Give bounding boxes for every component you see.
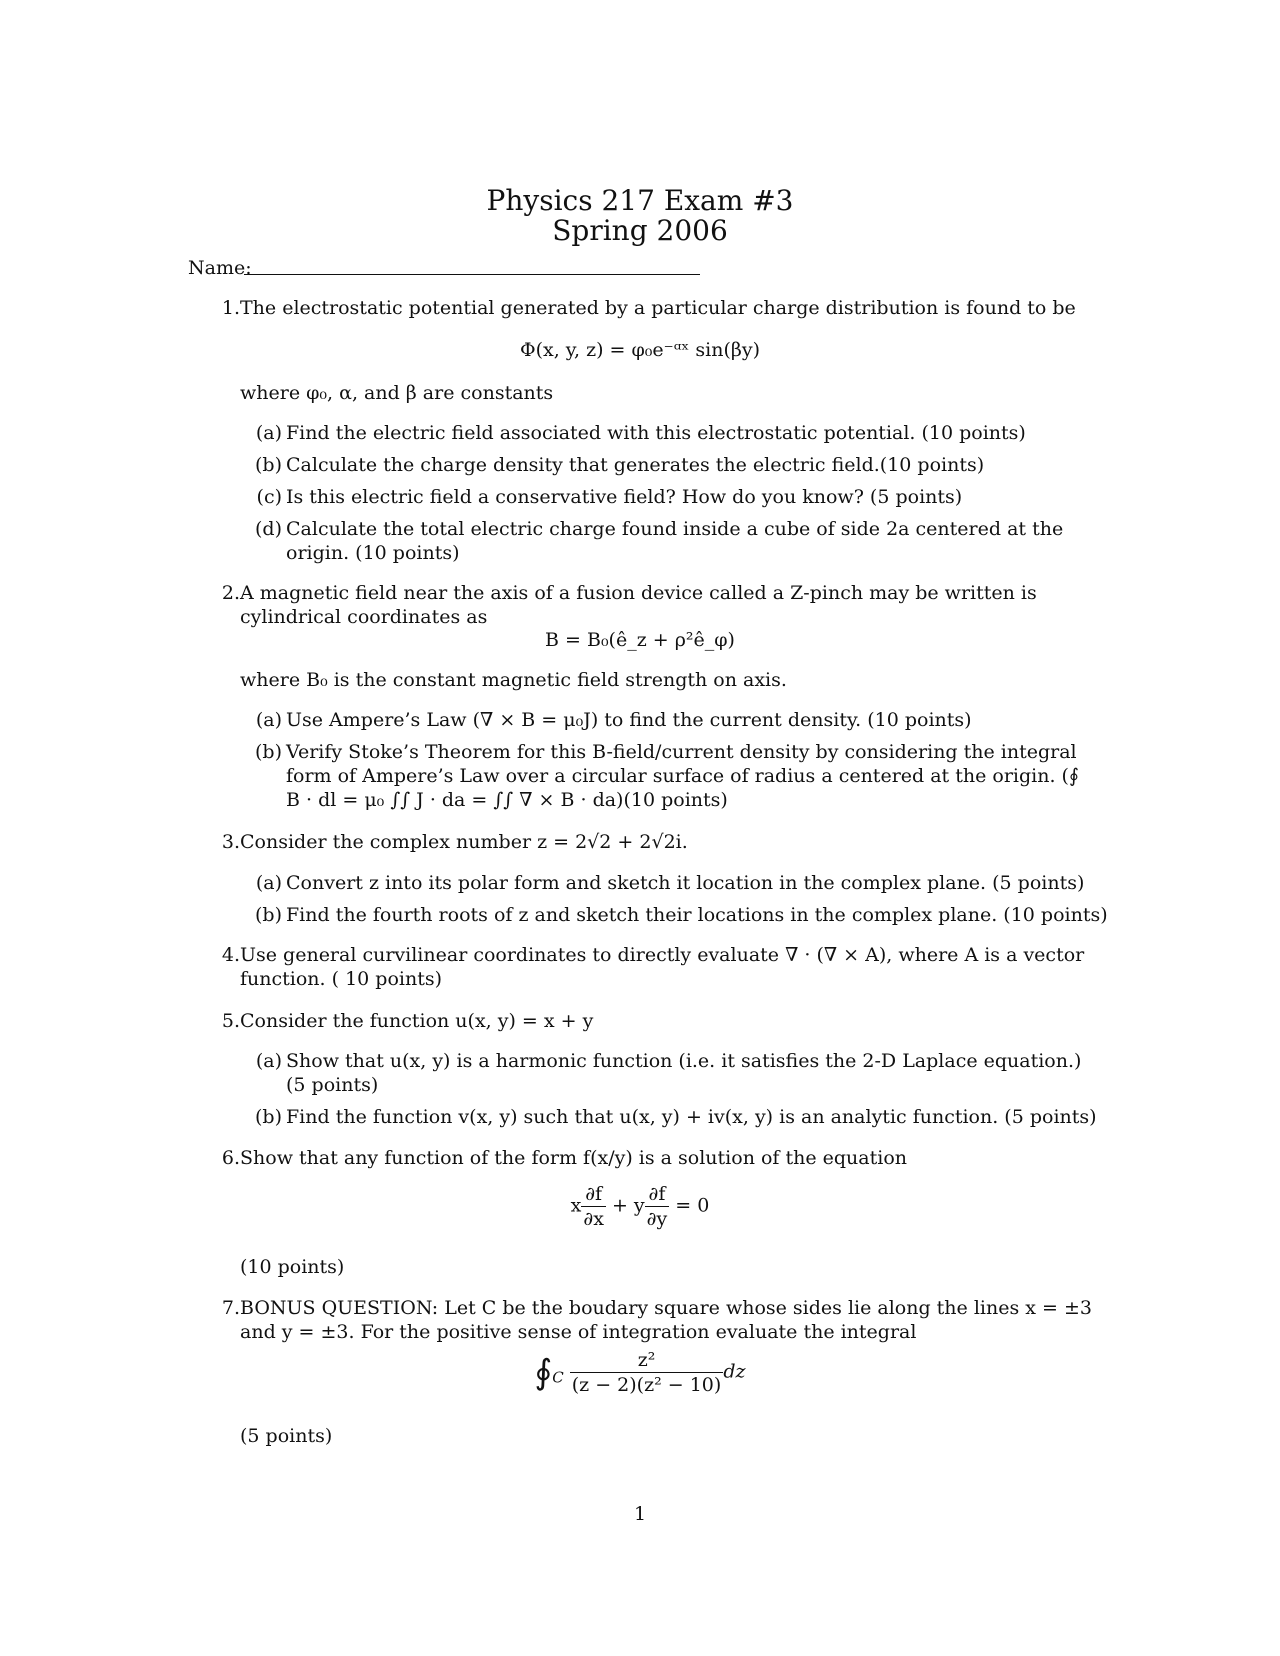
exam-title: Physics 217 Exam #3 — [486, 184, 794, 217]
pde-fraction-x — [581, 1182, 606, 1231]
part-text: Use Ampere’s Law (∇ × B = μ₀J) to find the current density. (10 points) — [286, 709, 972, 731]
pde-num-1: ∂f — [585, 1183, 603, 1205]
question-number: 5. — [221, 1010, 240, 1032]
contour-label: C — [552, 1368, 564, 1387]
question-number: 6. — [221, 1147, 240, 1169]
pde-equation — [0, 1182, 1280, 1231]
part-text: Find the electric field associated with this electrostatic potential. (10 points) — [286, 422, 1026, 444]
question-number: 7. — [221, 1297, 240, 1319]
pde-den-1: ∂x — [583, 1208, 604, 1230]
name-label: Name: — [188, 257, 252, 279]
integrand-differential: dz — [723, 1360, 746, 1383]
question-points: (5 points) — [240, 1425, 333, 1447]
part-label: (d) — [255, 518, 282, 540]
pde-x: x — [570, 1194, 582, 1217]
question-where: where φ₀, α, and β are constants — [240, 382, 554, 404]
question-points: (10 points) — [240, 1256, 345, 1278]
question-where: where B₀ is the constant magnetic field strength on axis. — [240, 669, 787, 691]
question-text: The electrostatic potential generated by a particular charge distribution is found to be — [240, 297, 1076, 319]
question-text: A magnetic field near the axis of a fusion device called a Z-pinch may be written is cylindrical coordinates as — [240, 582, 1037, 628]
question-number: 1. — [221, 297, 240, 319]
part-text: Verify Stoke’s Theorem for this B-field/current density by considering the integral form of Ampere’s Law over a circular surface of radius a centered at the origin. (∮ B · dl = μ₀ ∫∫ J · da = ∫∫ ∇ × B · da)(10 points) — [286, 741, 1079, 811]
question-text: Use general curvilinear coordinates to directly evaluate ∇ · (∇ × A), where A is a vector function. ( 10 points) — [240, 944, 1085, 990]
part-text: Calculate the charge density that generates the electric field.(10 points) — [286, 454, 985, 476]
part-label: (b) — [255, 1106, 282, 1128]
potential-equation: Φ(x, y, z) = φ₀e⁻ᵅˣ sin(βy) — [520, 339, 760, 361]
integrand-numerator: z² — [637, 1349, 656, 1371]
part-label: (c) — [256, 486, 282, 508]
question-text: Consider the function u(x, y) = x + y — [240, 1010, 594, 1032]
part-label: (a) — [255, 872, 282, 894]
pde-den-2: ∂y — [646, 1208, 668, 1230]
pde-rhs: = 0 — [675, 1194, 710, 1217]
question-text: Show that any function of the form f(x/y) is a solution of the equation — [240, 1147, 907, 1169]
question-number: 3. — [221, 831, 240, 853]
name-underline[interactable] — [244, 274, 700, 275]
part-label: (a) — [255, 1050, 282, 1072]
part-label: (a) — [255, 709, 282, 731]
pde-fraction-y — [645, 1182, 670, 1231]
part-text: Find the fourth roots of z and sketch their locations in the complex plane. (10 points) — [286, 904, 1108, 926]
pde-num-2: ∂f — [648, 1183, 666, 1205]
part-label: (b) — [255, 741, 282, 763]
question-number: 4. — [221, 944, 240, 966]
part-text: Is this electric field a conservative field? How do you know? (5 points) — [286, 486, 963, 508]
page-number: 1 — [633, 1503, 647, 1525]
contour-integral — [0, 1348, 1280, 1397]
part-text: Show that u(x, y) is a harmonic function (i.e. it satisfies the 2-D Laplace equation.) (5 points) — [286, 1050, 1082, 1096]
part-text: Calculate the total electric charge found inside a cube of side 2a centered at the origin. (10 points) — [286, 518, 1064, 564]
part-text: Convert z into its polar form and sketch it location in the complex plane. (5 points) — [286, 872, 1085, 894]
integrand-fraction — [570, 1348, 724, 1397]
part-label: (b) — [255, 904, 282, 926]
part-label: (a) — [255, 422, 282, 444]
part-label: (b) — [255, 454, 282, 476]
contour-integral-sign: ∮ — [534, 1352, 553, 1393]
question-text: Consider the complex number z = 2√2 + 2√2i. — [240, 831, 688, 853]
question-text: BONUS QUESTION: Let C be the boudary square whose sides lie along the lines x = ±3 and y = ±3. For the positive sense of integration evaluate the integral — [240, 1297, 1092, 1343]
question-number: 2. — [221, 582, 240, 604]
magnetic-field-equation: B = B₀(ê_z + ρ²ê_φ) — [545, 629, 735, 651]
part-text: Find the function v(x, y) such that u(x, y) + iv(x, y) is an analytic function. (5 points) — [286, 1106, 1097, 1128]
integrand-denominator: (z − 2)(z² − 10) — [571, 1374, 722, 1396]
pde-plus-y: + y — [611, 1194, 645, 1217]
exam-term: Spring 2006 — [552, 214, 728, 247]
